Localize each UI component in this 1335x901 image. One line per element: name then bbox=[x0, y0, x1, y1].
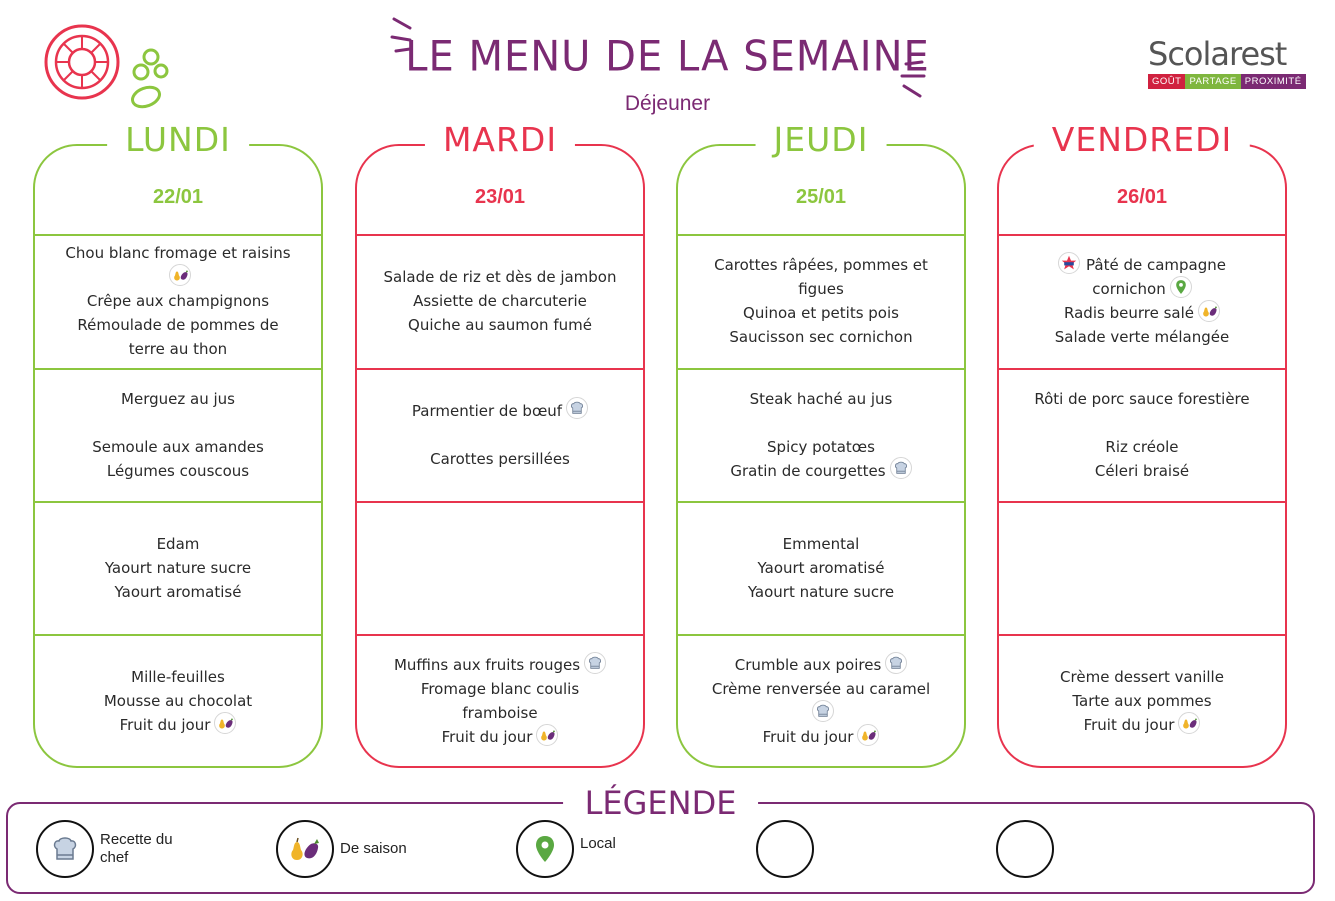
menu-item bbox=[35, 313, 321, 361]
menu-item-text: Légumes couscous bbox=[106, 461, 250, 480]
menu-item-text: Carottes râpées, pommes et figues bbox=[714, 256, 928, 298]
menu-item bbox=[81, 556, 275, 580]
menu-item bbox=[678, 301, 964, 325]
day-name: LUNDI bbox=[107, 120, 249, 159]
chef-hat-icon bbox=[36, 820, 94, 878]
menu-item-text: Edam bbox=[156, 534, 200, 553]
menu-item bbox=[1010, 387, 1273, 411]
day-date: 23/01 bbox=[474, 186, 526, 208]
menu-item-text: Riz créole bbox=[1105, 437, 1179, 456]
menu-item bbox=[357, 677, 643, 725]
menu-item-text: Fruit du jour bbox=[441, 728, 533, 746]
day-column-vendredi bbox=[997, 120, 1287, 768]
menu-item bbox=[80, 713, 276, 737]
menu-section bbox=[357, 368, 643, 501]
menu-item-text: Rémoulade de pommes de terre au thon bbox=[77, 316, 279, 358]
menu-item bbox=[360, 313, 641, 337]
menu-section bbox=[357, 501, 643, 634]
brand-tag-gout: GOÛT bbox=[1148, 74, 1185, 89]
menu-item-text: Gratin de courgettes bbox=[730, 461, 886, 480]
menu-item-text: Saucisson sec cornichon bbox=[729, 328, 913, 346]
menu-item-text: Yaourt nature sucre bbox=[104, 558, 252, 577]
menu-item bbox=[68, 387, 288, 411]
menu-section bbox=[35, 634, 321, 768]
menu-item bbox=[80, 689, 276, 713]
menu-item bbox=[360, 289, 641, 313]
menu-item-text: Parmentier de bœuf bbox=[411, 401, 563, 420]
menu-item-text: Fruit du jour bbox=[119, 716, 211, 734]
menu-item-text: Spicy potatœs bbox=[767, 437, 875, 456]
menu-item bbox=[360, 265, 641, 289]
location-pin-icon bbox=[516, 820, 574, 878]
menu-item bbox=[724, 532, 918, 556]
day-column-mardi bbox=[355, 120, 645, 768]
menu-item-text: Crème renversée au caramel bbox=[711, 680, 931, 698]
chef-hat-icon bbox=[812, 700, 834, 722]
season-icon bbox=[857, 724, 879, 746]
menu-item-text: Fromage blanc coulis framboise bbox=[420, 680, 580, 722]
menu-item bbox=[724, 580, 918, 604]
day-column-lundi bbox=[33, 120, 323, 768]
menu-section bbox=[35, 234, 321, 368]
menu-item-text: Crêpe aux champignons bbox=[86, 292, 270, 310]
menu-item bbox=[706, 387, 935, 411]
menu-section bbox=[999, 634, 1285, 768]
menu-item bbox=[357, 725, 643, 749]
menu-item-text: Pâté de campagne cornichon bbox=[1086, 256, 1226, 298]
menu-item-text: Muffins aux fruits rouges bbox=[393, 656, 581, 674]
menu-item bbox=[1036, 665, 1248, 689]
menu-item bbox=[68, 459, 288, 483]
menu-item-text: Crumble aux poires bbox=[734, 656, 882, 674]
menu-item-text: Emmental bbox=[782, 534, 860, 553]
menu-item bbox=[999, 325, 1285, 349]
day-name: JEUDI bbox=[756, 120, 887, 159]
menu-item bbox=[999, 301, 1285, 325]
menu-item bbox=[706, 459, 935, 483]
menu-item-text: Steak haché au jus bbox=[749, 389, 893, 408]
quality-label-icon bbox=[1058, 252, 1080, 274]
menu-item bbox=[35, 289, 321, 313]
legend-box bbox=[6, 784, 1315, 894]
menu-section bbox=[357, 634, 643, 768]
menu-item bbox=[678, 325, 964, 349]
menu-item-text: Semoule aux amandes bbox=[92, 437, 264, 456]
menu-item bbox=[724, 556, 918, 580]
menu-item-text: Céleri braisé bbox=[1094, 461, 1190, 480]
season-icon bbox=[1178, 712, 1200, 734]
page-subtitle: Déjeuner bbox=[624, 92, 711, 115]
legend-entry-chef bbox=[36, 820, 200, 878]
brand-tag-partage: PARTAGE bbox=[1185, 74, 1240, 89]
menu-item-text: Quiche au saumon fumé bbox=[408, 316, 592, 334]
menu-item bbox=[678, 653, 964, 677]
menu-item-text: Crème dessert vanille bbox=[1060, 668, 1224, 686]
menu-item bbox=[81, 580, 275, 604]
menu-item-text: Salade verte mélangée bbox=[1054, 328, 1230, 346]
day-date: 25/01 bbox=[795, 186, 847, 208]
day-date: 26/01 bbox=[1116, 186, 1168, 208]
menu-section bbox=[999, 368, 1285, 501]
menu-item bbox=[68, 435, 288, 459]
brand-logo bbox=[1148, 36, 1308, 89]
legend-label-chef: Recette du chef bbox=[100, 831, 173, 866]
menu-item-text: Rôti de porc sauce forestière bbox=[1034, 389, 1250, 408]
season-icon bbox=[169, 264, 191, 286]
menu-item-text: Tarte aux pommes bbox=[1072, 692, 1212, 710]
menu-section bbox=[999, 234, 1285, 368]
menu-item-text: Fruit du jour bbox=[1083, 716, 1175, 734]
location-pin-icon bbox=[1170, 276, 1192, 298]
brand-tagline bbox=[1148, 74, 1308, 89]
day-date: 22/01 bbox=[152, 186, 204, 208]
menu-item-text: Salade de riz et dès de jambon bbox=[383, 268, 617, 286]
menu-item bbox=[678, 725, 964, 749]
brand-tag-proximite: PROXIMITÉ bbox=[1241, 74, 1306, 89]
chef-hat-icon bbox=[890, 457, 912, 479]
menu-item-text: Radis beurre salé bbox=[1064, 304, 1194, 322]
menu-item-text: Yaourt aromatisé bbox=[757, 558, 885, 577]
menu-item bbox=[80, 665, 276, 689]
menu-item bbox=[678, 253, 964, 301]
day-name: MARDI bbox=[425, 120, 575, 159]
legend-empty-circle bbox=[756, 820, 814, 878]
menu-item-text: Assiette de charcuterie bbox=[413, 292, 587, 310]
menu-item-text: Quinoa et petits pois bbox=[743, 304, 899, 322]
season-icon bbox=[276, 820, 334, 878]
menu-item bbox=[388, 447, 612, 471]
menu-item bbox=[81, 532, 275, 556]
day-column-jeudi bbox=[676, 120, 966, 768]
legend-label-season: De saison bbox=[340, 840, 407, 857]
menu-section bbox=[35, 501, 321, 634]
menu-item bbox=[1010, 459, 1273, 483]
menu-item bbox=[357, 653, 643, 677]
chef-hat-icon bbox=[566, 397, 588, 419]
season-icon bbox=[1198, 300, 1220, 322]
legend-entry-local bbox=[516, 820, 680, 878]
menu-item bbox=[678, 677, 964, 725]
menu-item-text: Yaourt aromatisé bbox=[114, 582, 242, 601]
menu-item bbox=[1010, 435, 1273, 459]
menu-item-text: Yaourt nature sucre bbox=[747, 582, 895, 601]
menu-section bbox=[678, 368, 964, 501]
menu-item bbox=[35, 241, 321, 289]
menu-item-text: Merguez au jus bbox=[121, 389, 235, 408]
page-title: LE MENU DE LA SEMAINE bbox=[405, 32, 930, 82]
menu-section bbox=[678, 501, 964, 634]
menu-section bbox=[35, 368, 321, 501]
day-name: VENDREDI bbox=[1034, 120, 1250, 159]
menu-item bbox=[706, 435, 935, 459]
menu-item-text: Carottes persillées bbox=[430, 449, 570, 468]
menu-item bbox=[999, 253, 1285, 301]
menu-item-text: Fruit du jour bbox=[762, 728, 854, 746]
season-icon bbox=[214, 712, 236, 734]
menu-item-text: Mille-feuilles bbox=[131, 668, 225, 686]
legend-title: LÉGENDE bbox=[563, 784, 759, 822]
menu-section bbox=[678, 234, 964, 368]
menu-section bbox=[678, 634, 964, 768]
menu-item bbox=[388, 399, 612, 423]
legend-entry-season bbox=[276, 820, 440, 878]
menu-item-text: Chou blanc fromage et raisins bbox=[65, 244, 291, 262]
menu-item-text: Mousse au chocolat bbox=[103, 692, 253, 710]
legend-entry-empty-2 bbox=[996, 820, 1054, 878]
chef-hat-icon bbox=[584, 652, 606, 674]
brand-name: Scolarest bbox=[1148, 35, 1287, 73]
season-icon bbox=[536, 724, 558, 746]
menu-item bbox=[1036, 689, 1248, 713]
legend-empty-circle bbox=[996, 820, 1054, 878]
chef-hat-icon bbox=[885, 652, 907, 674]
menu-item bbox=[1036, 713, 1248, 737]
legend-label-local: Local bbox=[580, 835, 616, 852]
menu-section bbox=[999, 501, 1285, 634]
menu-section bbox=[357, 234, 643, 368]
legend-entry-empty-1 bbox=[756, 820, 814, 878]
